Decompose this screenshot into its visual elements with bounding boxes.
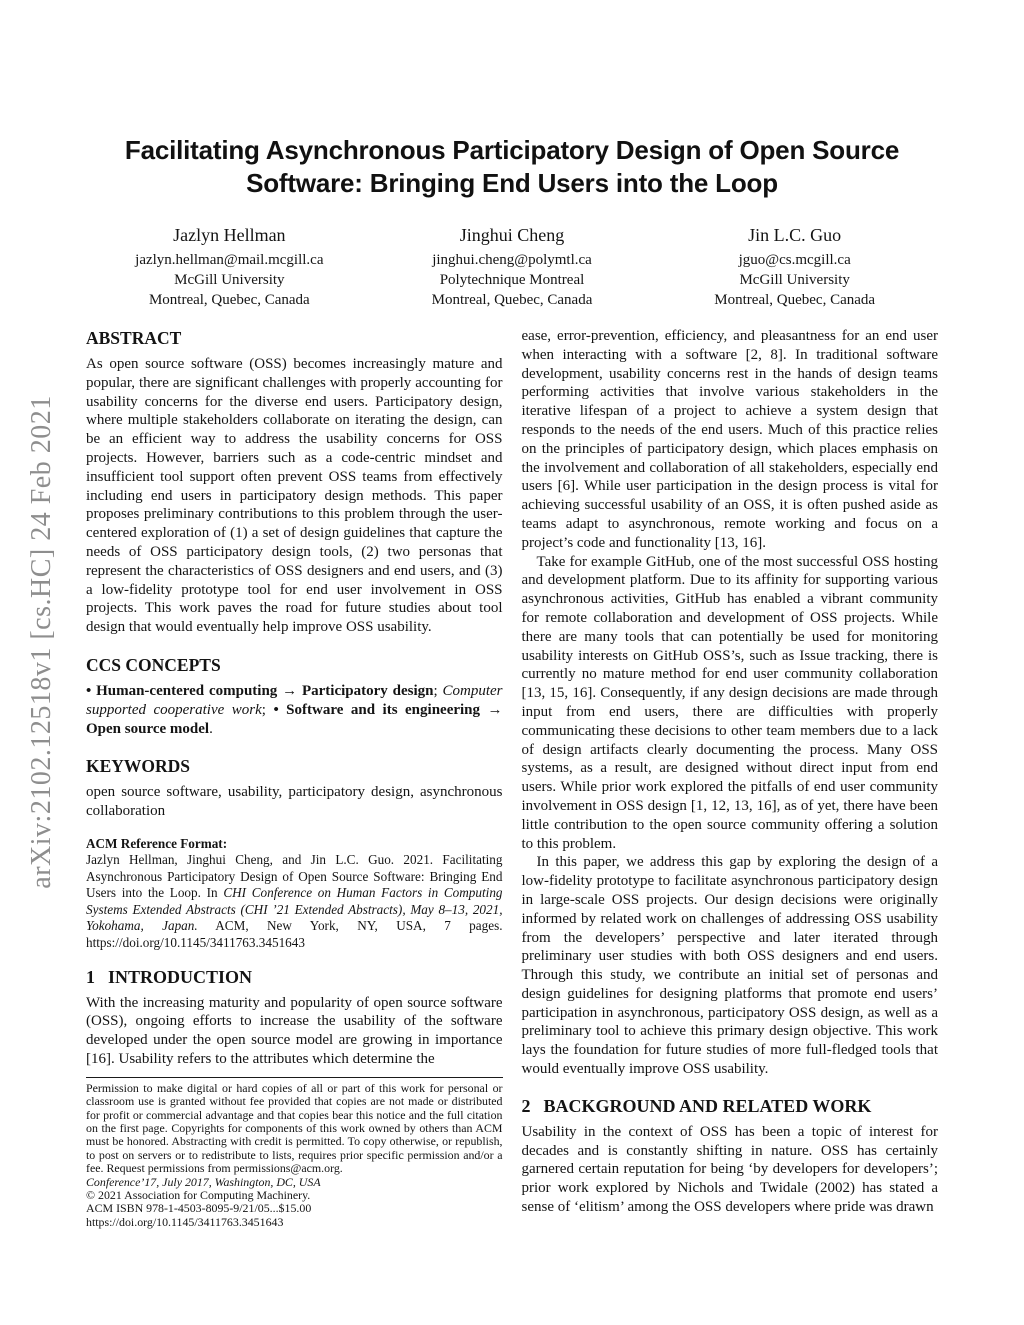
abstract-heading: ABSTRACT [86,328,182,348]
body-paragraph: In this paper, we address this gap by exploring the design of a low-fidelity prototype to facilitate asynchronous participatory design in large-scale OSS projects. Our design decisions were originally informed by related work on challenges of addressing OSS usability from the developers’ perspective and later iterated through preliminary user studies with both OSS designers and end users. Through this study, we contribute an initial set of personas and design guidelines for designing platforms that promote end users’ participation in asynchronous, participatory OSS design, as well as a preliminary tool to achieve this primary design objective. This work lays the foundation for future studies of more full-fledged tools that would eventually improve OSS usability. [521,854,938,1078]
keywords-heading: KEYWORDS [86,756,191,777]
abstract-text: As open source software (OSS) becomes increasingly mature and popular, there are significant challenges with properly accounting for usability concerns for the diverse end users. Participatory design, where multiple stakeholders collaborate on iterating the design, can be an efficient way to address the usability concerns for OSS projects. However, barriers such as a code-centric mindset and insufficient tool support often prevent OSS teams from effectively including end users in participatory design methods. This paper proposes preliminary contributions to this problem through the user-centered exploration of (1) a set of design guidelines that capture the needs of OSS participatory design tools, (2) two personas that represent the characteristics of OSS designers and end users, and (3) a low-fidelity prototype tool for end user involvement in OSS projects. This work paves the road for future studies about tool design that would eventually help improve OSS usability. [86,356,503,636]
permission-notice: Permission to make digital or hard copies of all or part of this work for personal or classroom use is granted without fee provided that copies are not made or distributed for profit or commercial advantage and that copies bear this notice and the full citation on the first page. Copyrights for components of this work owned by others than ACM must be honored. Abstracting with credit is permitted. To copy otherwise, or republish, to post on servers or to redistribute to lists, requires prior specific permission and/or a fee. Request permissions from permissions@acm.org. [86,1080,503,1176]
footnote-block [86,1082,503,1229]
paper-title [0,0,1024,200]
author-2 [371,224,654,310]
acm-reference-heading: ACM Reference Format: [86,835,228,851]
right-column [522,327,939,1229]
author-name: Jinghui Cheng [459,225,565,245]
body-paragraph: Usability in the context of OSS has been a topic of interest for decades and is constantly shifting in nature. OSS has certainly garnered certain reputation for being ‘by developers for developers’; prior work explored by Nichols and Twidale (2002) has stated a sense of ‘elitism’ among the OSS developers where pride was drawn [521,1123,938,1216]
author-affiliation: McGill University [739,272,850,288]
two-column-body [0,327,1024,1229]
acm-reference-text [86,852,503,952]
arxiv-watermark: arXiv:2102.12518v1 [cs.HC] 24 Feb 2021 [26,395,57,889]
acm-ref-venue: CHI Conference on Human Factors in Computing Systems Extended Abstracts (CHI ’21 Extended Abstracts), May 8–13, 2021, Yokohama, Japan. [86,885,503,934]
author-name: Jazlyn Hellman [173,225,286,245]
doi-line: https://doi.org/10.1145/3411763.3451643 [86,1214,284,1229]
section-1-heading [86,966,503,988]
section-number: 1 [86,966,95,987]
author-1 [88,224,371,310]
footnote-divider [86,1077,503,1078]
acm-ref-part3: ACM, New York, NY, USA, 7 pages. https://doi.org/10.1145/3411763.3451643 [86,918,503,950]
paper-title-line2: Software: Bringing End Users into the Loop [246,168,778,198]
section-number: 2 [521,1095,531,1116]
author-name: Jin L.C. Guo [748,225,842,245]
author-block [0,224,1024,310]
ccs-period: . [209,720,213,737]
author-email: jinghui.cheng@polymtl.ca [432,252,592,268]
ccs-heading: CCS CONCEPTS [86,654,221,675]
author-affiliation: Polytechnique Montreal [439,272,585,288]
section-title: INTRODUCTION [108,966,253,987]
author-affiliation: McGill University [174,272,285,288]
body-paragraph: Take for example GitHub, one of the most successful OSS hosting and development platform. Due to its affinity for supporting various asynchronous activities, GitHub has enabled a vibrant community for remote collaboration and development of OSS projects. While there are many tools that can potentially be used for monitoring usability interests on GitHub OSS’s, such as Issue tracking, there is currently no mature method for end user community collaboration [13, 15, 16]. Consequently, if any design decisions are made through input from end users, there are difficulties with properly communicating these decisions to other team members due to a lack of design artifacts clearly documenting the process. Many OSS systems, as a result, are designed without direct input from end users. While prior work explored the pitfalls of end user community involvement in OSS design [1, 12, 13, 16], as of yet, there have been little contribution to the open source community offering a solution to this problem. [521,553,938,852]
section-2-heading [522,1095,939,1117]
author-email: jazlyn.hellman@mail.mcgill.ca [135,252,324,268]
ccs-concept-3: • Software and its engineering → Open source model [86,701,503,737]
author-3 [653,224,936,310]
ccs-concept-2: Computer supported cooperative work [86,682,503,718]
acm-ref-part1: Jazlyn Hellman, Jinghui Cheng, and Jin L.C. Guo. 2021. Facilitating Asynchronous Participatory Design of Open Source Software: Bringing End Users into the Loop. In [86,851,503,901]
section-title: BACKGROUND AND RELATED WORK [543,1095,872,1116]
ccs-sep-1: ; [433,682,443,699]
ccs-text [86,682,503,738]
author-location: Montreal, Quebec, Canada [714,292,876,308]
left-column [86,327,503,1229]
author-email: jguo@cs.mcgill.ca [738,252,851,268]
copyright-line: © 2021 Association for Computing Machinery. [86,1187,311,1202]
ccs-concept-1: • Human-centered computing → Participatory design [86,682,434,699]
author-location: Montreal, Quebec, Canada [148,292,310,308]
conference-line: Conference’17, July 2017, Washington, DC, USA [86,1174,321,1189]
paper-title-line1: Facilitating Asynchronous Participatory Design of Open Source [124,135,900,165]
keywords-text: open source software, usability, participatory design, asynchronous collaboration [86,784,503,820]
body-paragraph: ease, error-prevention, efficiency, and pleasantness for an end user when interacting with a software [2, 8]. In traditional software development, usability concerns rest in the hands of design teams performing activities that involve various stakeholders in the iterative lifespan of a project to achieve a system design that responds to the needs of the end users. Much of this practice relies on the principles of participatory design, which places emphasis on the involvement and collaboration of all stakeholders, especially end users [6]. While user participation in the design process is vital for achieving successful usability of an OSS, it is often pushed aside as teams adapt to asynchronous, remote working and focus on a project’s code and functionality [13, 16]. [521,328,938,551]
ccs-sep-2: ; [261,701,274,718]
intro-paragraph: With the increasing maturity and popularity of open source software (OSS), ongoing efforts to increase the usability of the software developed under the open source model are growing in importance [16]. Usability refers to the attributes which determine the [86,994,503,1067]
isbn-line: ACM ISBN 978-1-4503-8095-9/21/05...$15.00 [86,1201,312,1216]
author-location: Montreal, Quebec, Canada [431,292,593,308]
